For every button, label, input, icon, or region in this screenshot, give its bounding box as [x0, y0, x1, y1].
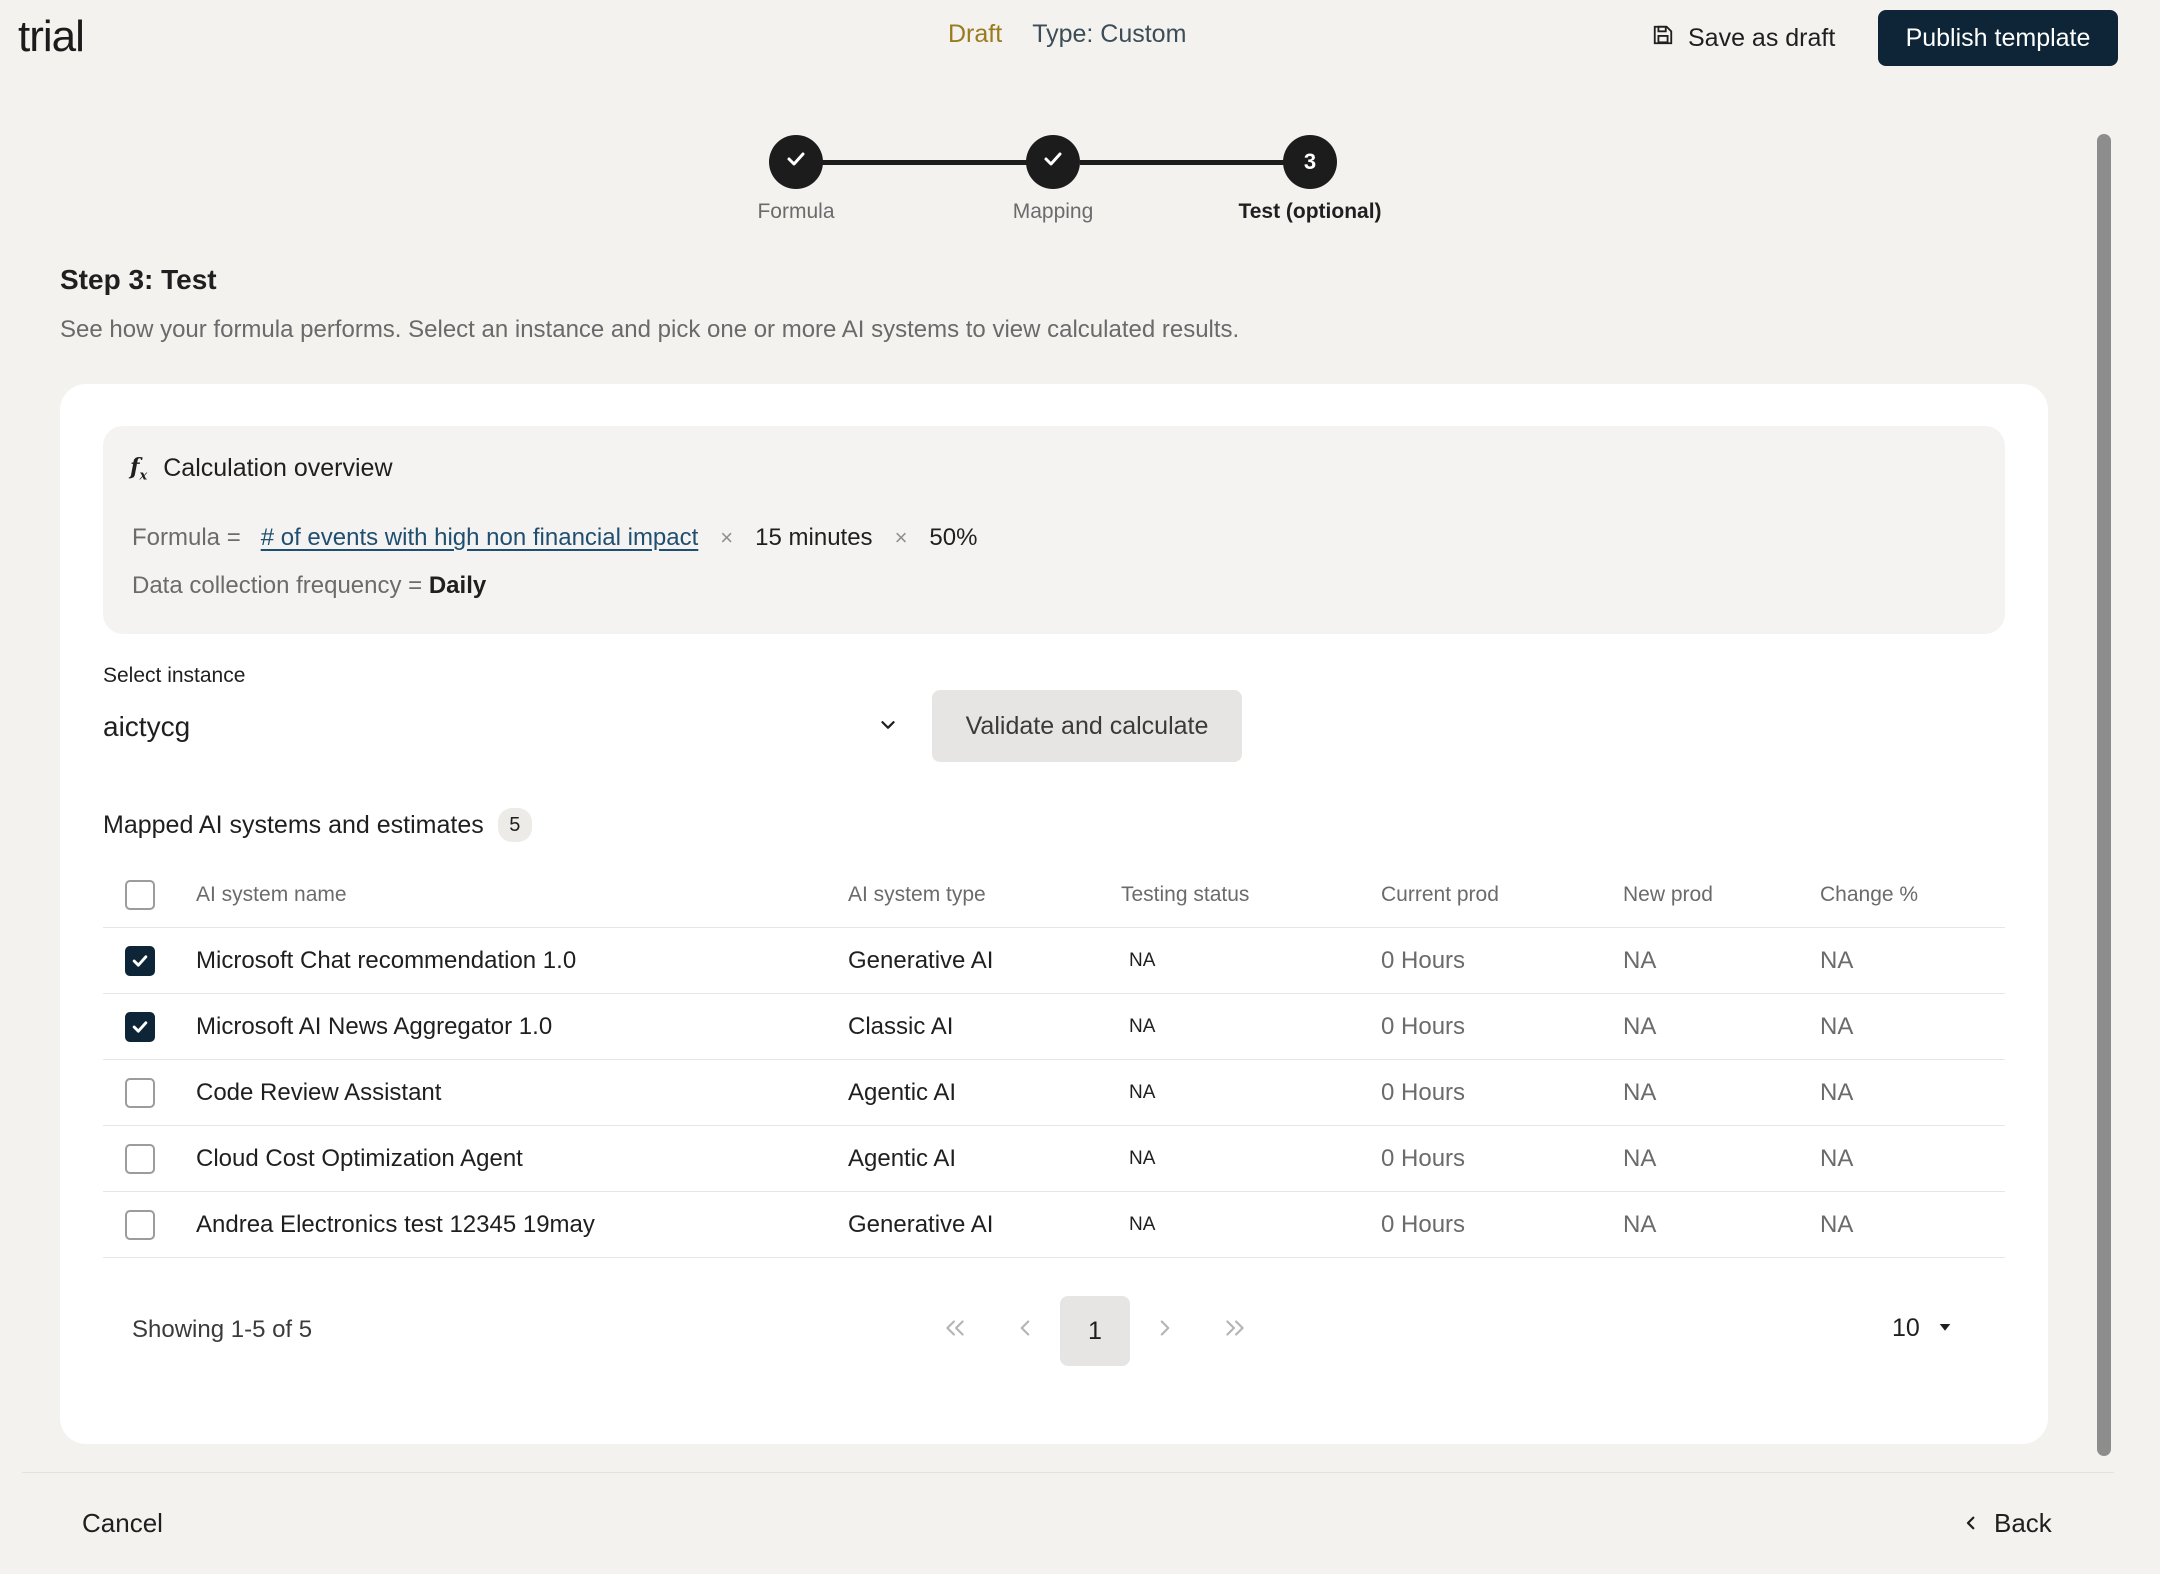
current-prod: 0 Hours — [1381, 1145, 1466, 1172]
new-prod: NA — [1623, 1013, 1657, 1040]
app-header — [0, 0, 2160, 76]
multiply-icon: × — [720, 525, 734, 550]
select-all-checkbox[interactable] — [125, 880, 155, 910]
testing-status — [1121, 928, 1163, 994]
page-number-button[interactable]: 1 — [1060, 1296, 1130, 1366]
row-checkbox-cell — [125, 1060, 155, 1126]
previous-page-button[interactable] — [990, 1296, 1060, 1366]
page-scrollbar[interactable] — [2097, 134, 2111, 1456]
formula-label: Formula = — [132, 524, 241, 551]
footer-divider — [22, 1472, 2114, 1473]
instance-select-value: aictycg — [103, 711, 191, 742]
column-header[interactable]: Current prod — [1381, 883, 1499, 906]
step-mapping-indicator — [1026, 135, 1080, 189]
testing-status — [1121, 1060, 1163, 1126]
new-prod: NA — [1623, 1145, 1657, 1172]
select-instance-label: Select instance — [103, 664, 246, 687]
back-label: Back — [1994, 1508, 2052, 1538]
step-description: See how your formula performs. Select an instance and pick one or more AI systems to view calculated results. — [60, 316, 1240, 343]
row-checkbox-cell — [125, 928, 155, 994]
app-logo: trial — [18, 12, 84, 61]
ai-system-type: Agentic AI — [848, 1079, 957, 1106]
page-size-select[interactable] — [1892, 1314, 1954, 1343]
step-formula-indicator — [769, 135, 823, 189]
change-percent: NA — [1820, 1079, 1854, 1106]
column-header[interactable]: AI system type — [848, 883, 986, 906]
new-prod: NA — [1623, 1211, 1657, 1238]
ai-system-name: Code Review Assistant — [196, 1079, 442, 1106]
fx-icon: $f_x$ — [130, 454, 148, 484]
row-checkbox[interactable] — [125, 1210, 155, 1240]
formula-percent: 50% — [929, 524, 978, 551]
chevron-left-icon — [1012, 1315, 1038, 1348]
last-page-button[interactable] — [1200, 1296, 1270, 1366]
testing-status-badge: NA — [1129, 950, 1156, 971]
formula-term-link[interactable]: # of events with high non financial impact — [260, 524, 699, 551]
column-header[interactable]: AI system name — [196, 883, 347, 906]
step-label-mapping: Mapping — [1012, 200, 1094, 223]
column-header[interactable]: New prod — [1623, 883, 1713, 906]
table-row[interactable] — [103, 928, 2005, 994]
table-header-row — [103, 862, 2005, 928]
ai-systems-table — [103, 862, 2005, 1258]
column-header[interactable]: Change % — [1820, 883, 1919, 906]
table-row[interactable] — [103, 994, 2005, 1060]
current-prod: 0 Hours — [1381, 1079, 1466, 1106]
step-test-indicator: 3 — [1283, 135, 1337, 189]
ai-system-name: Andrea Electronics test 12345 19may — [196, 1211, 595, 1238]
testing-status — [1121, 1192, 1163, 1258]
calculation-overview-header — [130, 454, 393, 483]
ai-system-type: Generative AI — [848, 947, 994, 974]
page-size-value: 10 — [1892, 1314, 1920, 1342]
caret-down-icon — [1936, 1314, 1954, 1343]
mapped-count-badge: 5 — [498, 808, 532, 842]
table-row[interactable] — [103, 1126, 2005, 1192]
column-header[interactable]: Testing status — [1121, 883, 1250, 906]
testing-status-badge: NA — [1129, 1214, 1156, 1235]
change-percent: NA — [1820, 1013, 1854, 1040]
chevron-down-icon — [877, 711, 903, 743]
testing-status-badge: NA — [1129, 1016, 1156, 1037]
save-as-draft-button[interactable] — [1652, 18, 1835, 58]
pagination — [920, 1296, 1270, 1366]
back-button[interactable] — [1962, 1508, 2052, 1539]
change-percent: NA — [1820, 1145, 1854, 1172]
row-checkbox[interactable] — [125, 1078, 155, 1108]
new-prod: NA — [1623, 947, 1657, 974]
formula-minutes: 15 minutes — [755, 524, 873, 551]
chevrons-right-icon — [1222, 1315, 1248, 1348]
check-icon — [784, 147, 808, 177]
template-status-group — [948, 20, 1186, 49]
table-row[interactable] — [103, 1060, 2005, 1126]
row-checkbox[interactable] — [125, 946, 155, 976]
testing-status-badge: NA — [1129, 1082, 1156, 1103]
ai-system-name: Microsoft AI News Aggregator 1.0 — [196, 1013, 553, 1040]
mapped-systems-title: Mapped AI systems and estimates — [103, 810, 484, 839]
next-page-button[interactable] — [1130, 1296, 1200, 1366]
new-prod: NA — [1623, 1079, 1657, 1106]
step-title: Step 3: Test — [60, 264, 217, 295]
testing-status — [1121, 994, 1163, 1060]
ai-system-name: Microsoft Chat recommendation 1.0 — [196, 947, 577, 974]
change-percent: NA — [1820, 1211, 1854, 1238]
stepper-connector — [822, 160, 1032, 165]
calculation-overview-title: Calculation overview — [163, 454, 393, 483]
template-type: Type: Custom — [1032, 20, 1187, 48]
table-row[interactable] — [103, 1192, 2005, 1258]
step-label-formula: Formula — [757, 200, 835, 223]
select-all-cell — [125, 862, 155, 928]
current-prod: 0 Hours — [1381, 947, 1466, 974]
frequency-label: Data collection frequency = — [132, 572, 423, 599]
row-checkbox-cell — [125, 994, 155, 1060]
validate-and-calculate-button[interactable]: Validate and calculate — [932, 690, 1242, 762]
frequency-row — [132, 572, 486, 600]
row-checkbox-cell — [125, 1192, 155, 1258]
check-icon — [1041, 147, 1065, 177]
ai-system-name: Cloud Cost Optimization Agent — [196, 1145, 523, 1172]
instance-select[interactable] — [103, 700, 903, 754]
current-prod: 0 Hours — [1381, 1013, 1466, 1040]
chevron-left-icon — [1962, 1508, 1980, 1539]
stepper-connector — [1080, 160, 1290, 165]
testing-status — [1121, 1126, 1163, 1192]
cancel-button[interactable]: Cancel — [82, 1508, 163, 1538]
ai-system-type: Classic AI — [848, 1013, 954, 1040]
row-checkbox-cell — [125, 1126, 155, 1192]
pagination-summary: Showing 1-5 of 5 — [132, 1316, 313, 1343]
row-checkbox[interactable] — [125, 1144, 155, 1174]
step-label-test: Test (optional) — [1238, 200, 1382, 223]
ai-system-type: Agentic AI — [848, 1145, 957, 1172]
chevrons-left-icon — [942, 1315, 968, 1348]
change-percent: NA — [1820, 947, 1854, 974]
row-checkbox[interactable] — [125, 1012, 155, 1042]
mapped-systems-header — [103, 808, 532, 842]
chevron-right-icon — [1152, 1315, 1178, 1348]
first-page-button[interactable] — [920, 1296, 990, 1366]
floppy-disk-icon — [1652, 24, 1674, 53]
multiply-icon: × — [894, 525, 908, 550]
publish-template-button[interactable]: Publish template — [1878, 10, 2118, 66]
draft-status: Draft — [948, 20, 1003, 48]
ai-system-type: Generative AI — [848, 1211, 994, 1238]
current-prod: 0 Hours — [1381, 1211, 1466, 1238]
save-as-draft-label: Save as draft — [1688, 23, 1836, 52]
testing-status-badge: NA — [1129, 1148, 1156, 1169]
formula-row — [132, 524, 977, 552]
frequency-value: Daily — [428, 572, 487, 599]
